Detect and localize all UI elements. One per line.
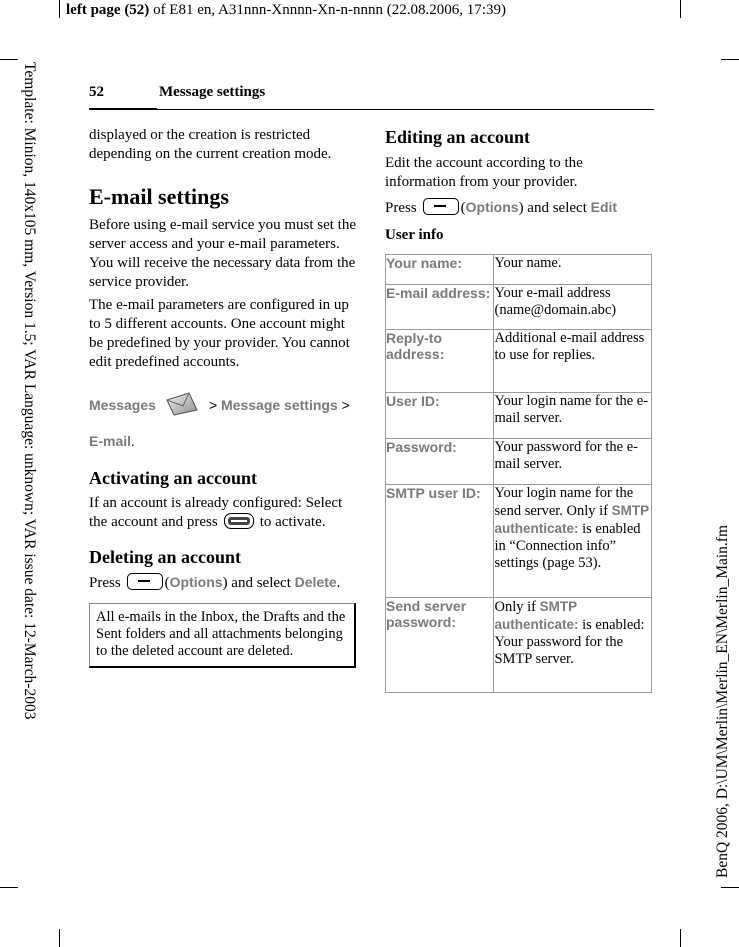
row-value (494, 598, 652, 693)
header-rule (157, 109, 654, 110)
value-text: is enabled: Your password for the SMTP server. (494, 617, 645, 667)
nav-email: E-mail (89, 433, 132, 449)
right-margin-text: BenQ 2006, D:\UM\Merlin\Merlin_EN\Merlin_Main.fm (714, 524, 731, 878)
crop-mark (680, 929, 681, 947)
table-row (386, 485, 652, 598)
activating-text-2: to activate. (259, 514, 326, 530)
crop-mark (0, 887, 18, 888)
left-softkey-icon (127, 573, 163, 590)
editing-edit: Edit (590, 199, 618, 215)
right-column (385, 126, 653, 693)
slug-line (66, 1, 506, 19)
nav-separator: > (208, 397, 222, 413)
table-row (386, 598, 652, 693)
value-ui-term: SMTP authenticate: (494, 503, 649, 536)
crop-mark (680, 0, 681, 18)
slug-rest: of E81 en, A31nnn-Xnnnn-Xn-n-nnnn (22.08.2006, 17:39) (149, 2, 506, 18)
deleting-delete: Delete (294, 574, 337, 590)
row-label: Password: (386, 439, 494, 485)
value-ui-term: SMTP authenticate: (494, 599, 579, 632)
left-margin-text: Template: Minion, 140x105 mm, Version 1.5; VAR Language: unknown; VAR issue date: 12-March-2003 (21, 62, 38, 720)
value-text: Only if (494, 599, 540, 615)
table-row (386, 439, 652, 485)
activating-text-1: If an account is already configured: Select the account and press (89, 495, 343, 530)
crop-mark (0, 59, 18, 60)
note-box (89, 603, 356, 668)
left-softkey-icon (423, 198, 459, 215)
slug-prefix: left page (52) (66, 2, 150, 18)
editing-options: Options (465, 199, 519, 215)
row-value (494, 485, 652, 598)
row-value: Your password for the e-mail server. (494, 439, 652, 485)
activating-text (89, 494, 357, 532)
nav-messages: Messages (89, 397, 156, 413)
deleting-and-select: ) and select (222, 575, 295, 591)
page-number: 52 (89, 84, 104, 100)
left-column (89, 126, 357, 668)
nav-message-settings: Message settings (221, 397, 338, 413)
table-row (386, 393, 652, 439)
editing-press: Press (Options) and select Edit (385, 199, 618, 216)
value-text: Your login name for the send server. Only if (494, 485, 634, 519)
deleting-press: Press (89, 575, 121, 591)
row-value: Additional e-mail address to use for replies. (494, 330, 652, 393)
editing-and-select: ) and select (518, 200, 591, 216)
row-label: Send server password: (386, 598, 494, 693)
row-label: Your name: (386, 255, 494, 285)
deleting-end: . (336, 575, 341, 591)
editing-heading: Editing an account (385, 127, 531, 147)
menu-path-end (89, 431, 357, 453)
editing-text: Edit the account according to the information from your provider. (385, 155, 583, 190)
intro-paragraph: displayed or the creation is restricted depending on the current creation mode. (89, 127, 332, 162)
deleting-heading: Deleting an account (89, 547, 241, 567)
nav-separator: > (337, 397, 350, 413)
row-label: E-mail address: (386, 285, 494, 330)
row-label: User ID: (386, 393, 494, 439)
row-label: Reply-to address: (386, 330, 494, 393)
envelope-icon (165, 392, 199, 416)
center-key-icon (224, 513, 254, 529)
table-row (386, 285, 652, 330)
row-label: SMTP user ID: (386, 485, 494, 598)
table-row (386, 255, 652, 285)
table-row (386, 330, 652, 393)
running-title: Message settings (159, 84, 266, 100)
row-value: Your login name for the e-mail server. (494, 393, 652, 439)
note-text: All e-mails in the Inbox, the Drafts and the Sent folders and all attachments belonging to the deleted account are deleted. (96, 609, 346, 659)
email-settings-heading: E-mail settings (89, 184, 229, 209)
editing-press-word: Press (385, 200, 417, 216)
crop-mark (59, 0, 60, 18)
user-info-heading: User info (385, 227, 444, 243)
deleting-options: Options (169, 574, 223, 590)
email-paragraph-1: Before using e-mail service you must set the server access and your e-mail parameters. You will receive the necessary data from the service provider. (89, 217, 357, 290)
user-info-table (385, 254, 652, 693)
menu-path (89, 387, 357, 425)
crop-mark (721, 59, 739, 60)
row-value: Your e-mail address (name@domain.abc) (494, 285, 652, 330)
deleting-text: Press (Options) and select Delete. (89, 574, 341, 591)
email-paragraph-2: The e-mail parameters are configured in up to 5 different accounts. One account might be predefined by your provider. You cannot edit predefined accounts. (89, 297, 350, 370)
row-value: Your name. (494, 255, 652, 285)
crop-mark (721, 887, 739, 888)
value-text: is enabled in “Connection info” settings (page 53). (494, 521, 641, 571)
crop-mark (59, 929, 60, 947)
nav-end: . (131, 435, 135, 450)
header-rule-thick (89, 108, 157, 110)
activating-heading: Activating an account (89, 468, 257, 488)
